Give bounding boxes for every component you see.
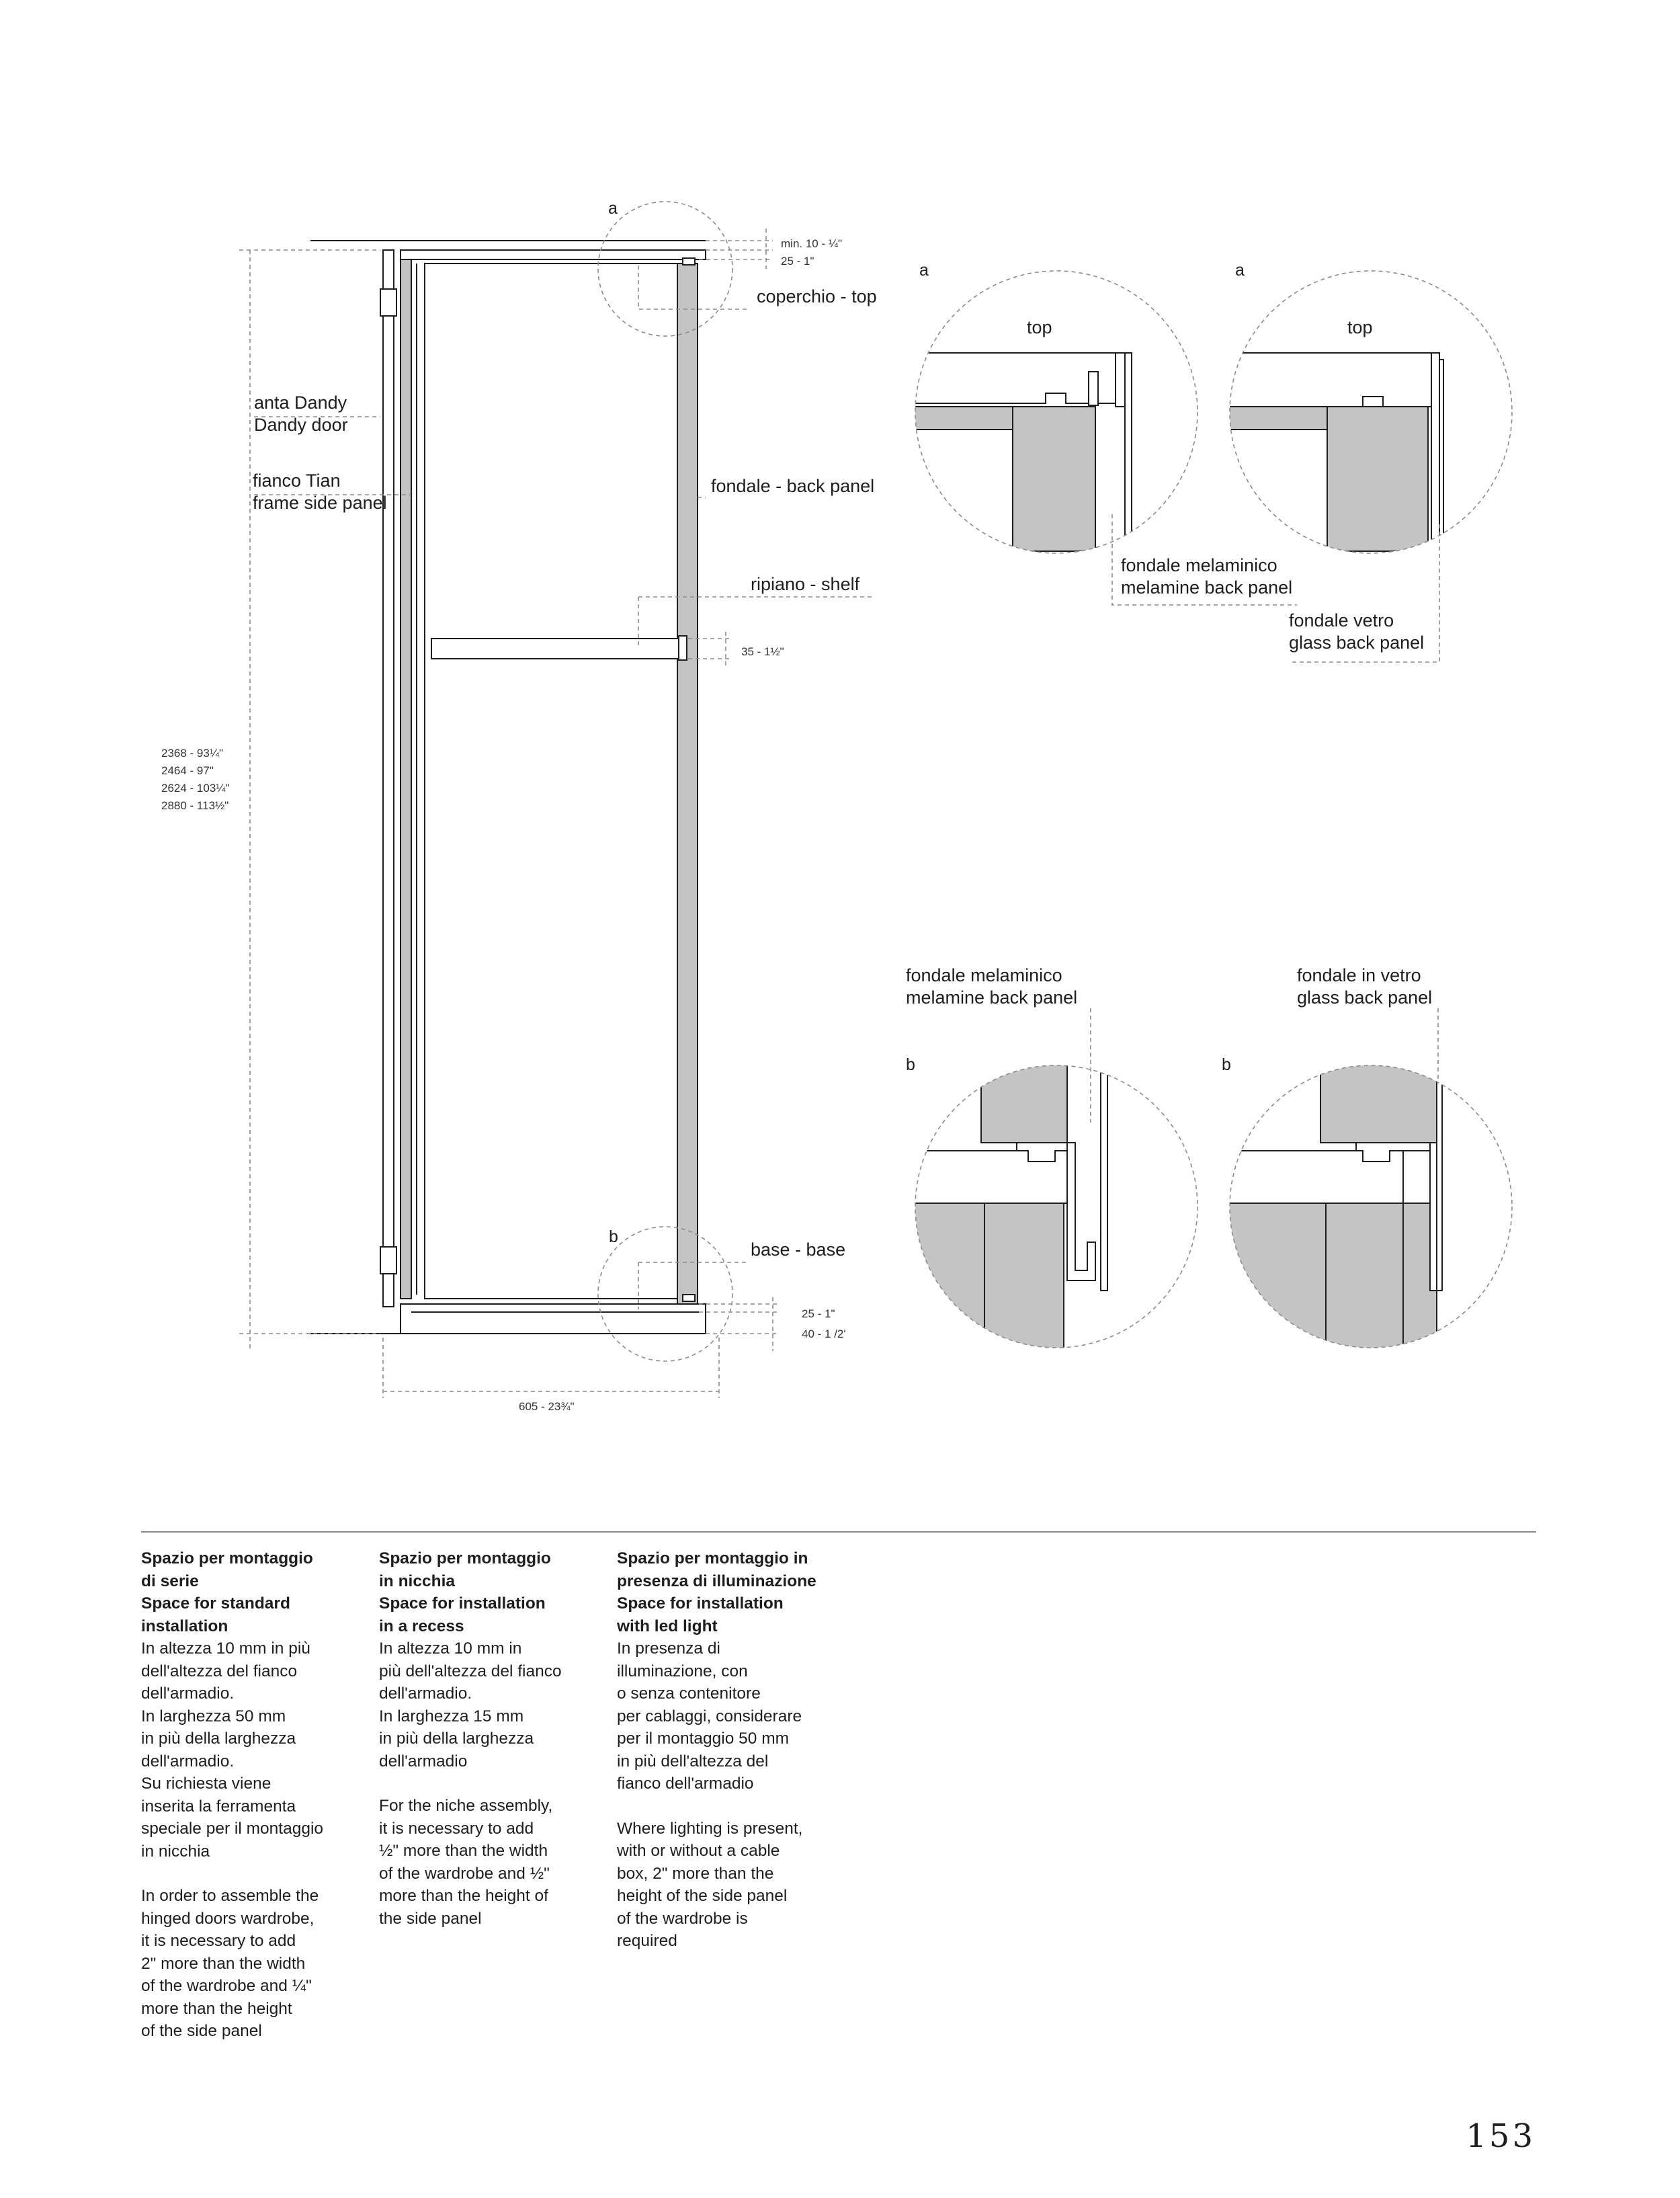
base-panel: [401, 1304, 706, 1334]
column-heading: Spazio per montaggio di serie Space for standard installation: [141, 1549, 313, 1635]
top-label: coperchio - top: [757, 286, 877, 307]
glass-b-en: glass back panel: [1297, 987, 1433, 1008]
height-dim-4: 2880 - 113½": [161, 799, 229, 812]
height-dim-1: 2368 - 93¼": [161, 747, 224, 760]
column-heading: Spazio per montaggio in nicchia Space for installation in a recess: [379, 1549, 551, 1635]
hinge-top: [380, 289, 396, 316]
column-text-it: In presenza di illuminazione, con o senza contenitore per cablaggi, considerare per il montaggio 50 mm in più dell'altezza del fianco dell'armadio: [617, 1639, 802, 1793]
detail-a1-marker: a: [919, 261, 929, 280]
glass-a-it: fondale vetro: [1289, 610, 1394, 630]
base-label: base - base: [751, 1239, 846, 1260]
side-label-en: frame side panel: [253, 493, 387, 513]
page-number: 153: [1466, 2117, 1536, 2155]
melamine-b-en: melamine back panel: [906, 987, 1078, 1008]
column-text-it: In altezza 10 mm in più dell'altezza del fianco dell'armadio. In larghezza 50 mm in più della larghezza dell'armadio. Su richiesta viene inserita la ferramenta speciale per il montaggio in nicchia: [141, 1639, 324, 1861]
column-text-en: In order to assemble the hinged doors wardrobe, it is necessary to add 2" more than the width of the wardrobe and ¼" more than the height of the side panel: [141, 1887, 319, 2040]
column-text-en: Where lighting is present, with or without a cable box, 2" more than the height of the side panel of the wardrobe is required: [617, 1819, 803, 1950]
column-text-it: In altezza 10 mm in più dell'altezza del fianco dell'armadio. In larghezza 15 mm in più della larghezza dell'armadio: [379, 1639, 562, 1770]
detail-b2-marker: b: [1222, 1055, 1231, 1074]
top-min-dim: min. 10 - ¼": [781, 237, 843, 250]
height-dim-2: 2464 - 97": [161, 764, 214, 777]
melamine-a-it: fondale melaminico: [1121, 555, 1277, 575]
back-panel-label: fondale - back panel: [711, 476, 875, 496]
base-offset-dim: 25 - 1": [802, 1307, 835, 1320]
top-offset-dim: 25 - 1": [781, 255, 814, 268]
column-recess-installation: [379, 1547, 601, 1930]
top-panel: [401, 250, 706, 259]
wardrobe-elevation: [310, 241, 706, 1334]
divider-rule: [141, 1531, 1536, 1533]
column-led-installation: [617, 1547, 839, 1953]
detail-a2-top: top: [1347, 317, 1373, 337]
width-dim: 605 - 23¾": [519, 1400, 575, 1413]
dandy-door: [383, 250, 394, 1307]
detail-a-marker: a: [608, 199, 618, 218]
detail-b-glass: [1222, 965, 1512, 1351]
glass-a-en: glass back panel: [1289, 633, 1425, 653]
base-height-dim: 40 - 1 /2': [802, 1328, 846, 1340]
shelf-dim: 35 - 1½": [741, 645, 784, 658]
melamine-b-it: fondale melaminico: [906, 965, 1062, 985]
door-label-en: Dandy door: [254, 415, 348, 435]
column-text-en: For the niche assembly, it is necessary to add ½" more than the width of the wardrobe and ½" more than the height of the side panel: [379, 1797, 553, 1928]
column-standard-installation: [141, 1547, 363, 2043]
detail-b-melamine: [906, 965, 1198, 1351]
glass-b-it: fondale in vetro: [1297, 965, 1421, 985]
shelf-label: ripiano - shelf: [751, 574, 860, 594]
frame-side-panel: [401, 259, 411, 1299]
back-panel: [677, 263, 698, 1304]
detail-a-glass: [1222, 261, 1512, 662]
detail-b-marker: b: [609, 1227, 618, 1246]
detail-b1-marker: b: [906, 1055, 915, 1074]
detail-a2-marker: a: [1235, 261, 1245, 280]
detail-a-melamine: [907, 261, 1297, 605]
door-label-it: anta Dandy: [254, 393, 347, 413]
hinge-bottom: [380, 1247, 396, 1274]
detail-a1-top: top: [1027, 317, 1052, 337]
shelf: [431, 639, 679, 659]
column-heading: Spazio per montaggio in presenza di illuminazione Space for installation with led light: [617, 1549, 816, 1635]
side-label-it: fianco Tian: [253, 471, 341, 491]
height-dim-3: 2624 - 103¼": [161, 782, 230, 795]
melamine-a-en: melamine back panel: [1121, 577, 1293, 598]
